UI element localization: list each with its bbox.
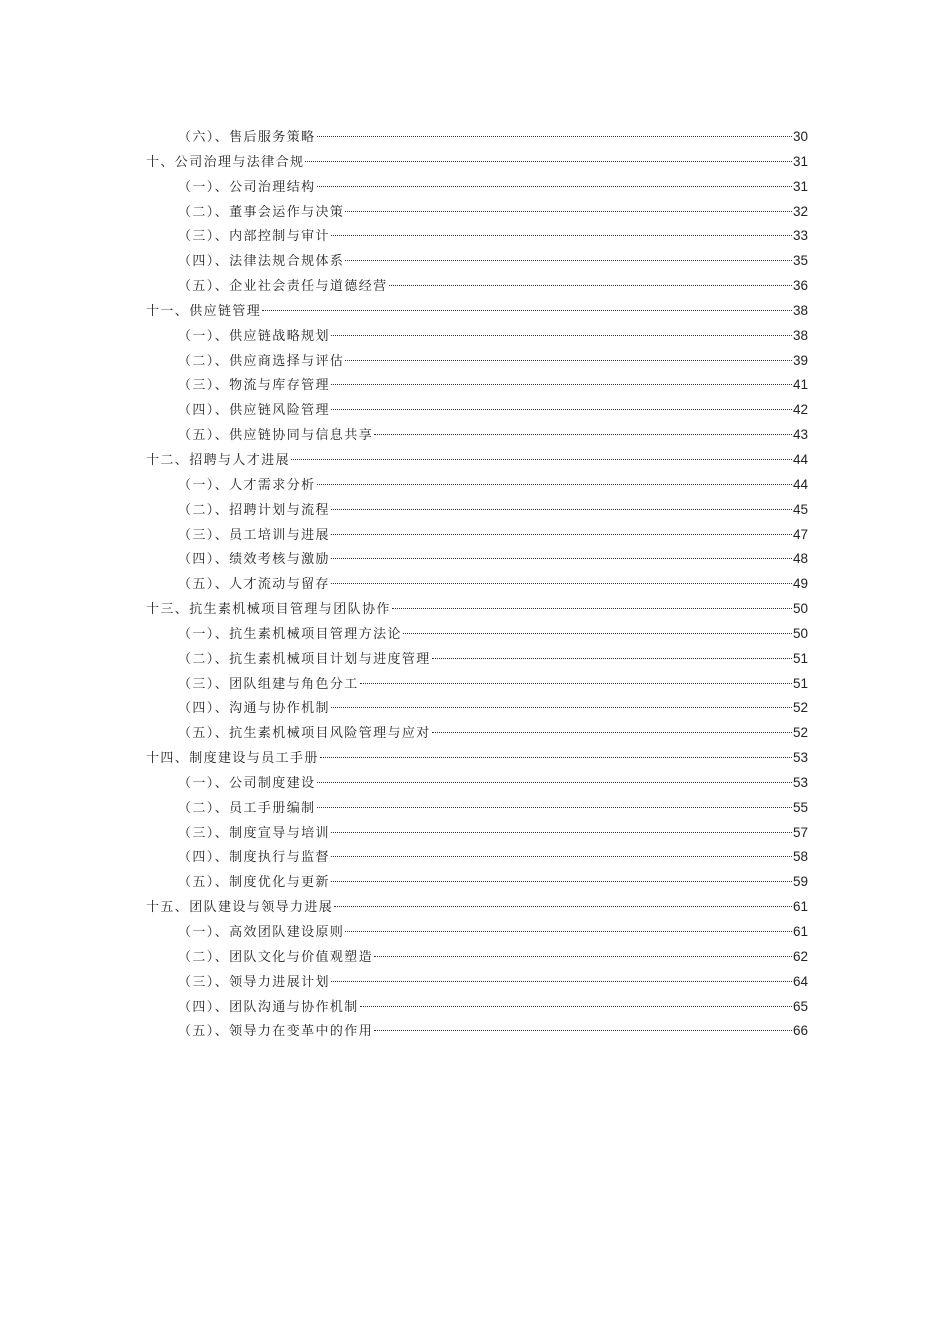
toc-dot-leader [334, 906, 792, 907]
toc-dot-leader [262, 310, 792, 311]
toc-section-entry[interactable] [146, 398, 808, 423]
toc-section-entry[interactable] [146, 995, 808, 1020]
toc-section-entry[interactable] [146, 721, 808, 746]
toc-section-entry[interactable] [146, 622, 808, 647]
table-of-contents [146, 125, 808, 1044]
toc-page-number: 58 [792, 849, 808, 865]
toc-entry-label: （一）、人才需求分析 [178, 477, 316, 493]
toc-dot-leader [345, 360, 792, 361]
toc-entry-label: （三）、制度宣导与培训 [178, 825, 330, 841]
toc-page-number: 61 [792, 924, 808, 939]
toc-page-number: 49 [792, 576, 808, 592]
toc-chapter-entry[interactable] [146, 746, 808, 771]
toc-entry-label: （六）、售后服务策略 [178, 130, 316, 145]
toc-section-entry[interactable] [146, 920, 808, 945]
toc-entry-label: 十五、团队建设与领导力进展 [146, 900, 334, 916]
toc-dot-leader [374, 434, 792, 435]
toc-section-entry[interactable] [146, 175, 808, 200]
toc-entry-label: （五）、供应链协同与信息共享 [178, 428, 374, 444]
toc-section-entry[interactable] [146, 547, 808, 572]
toc-page-number: 47 [792, 526, 808, 542]
toc-chapter-entry[interactable] [146, 299, 808, 324]
toc-page-number: 48 [792, 551, 808, 567]
toc-dot-leader [389, 285, 792, 286]
toc-dot-leader [320, 757, 792, 758]
toc-dot-leader [374, 1030, 792, 1031]
toc-page-number: 32 [792, 203, 808, 219]
toc-page-number: 50 [792, 625, 808, 641]
toc-entry-label: （五）、抗生素机械项目风险管理与应对 [178, 726, 431, 742]
toc-entry-label: （四）、绩效考核与激励 [178, 552, 330, 568]
toc-page-number: 55 [792, 799, 808, 815]
toc-section-entry[interactable] [146, 224, 808, 249]
toc-page-number: 33 [792, 228, 808, 244]
toc-page-number: 51 [792, 675, 808, 691]
toc-entry-label: 十二、招聘与人才进展 [146, 452, 291, 468]
toc-dot-leader [331, 832, 792, 833]
toc-section-entry[interactable] [146, 771, 808, 796]
toc-entry-label: （五）、人才流动与留存 [178, 577, 330, 593]
toc-entry-label: （四）、法律法规合规体系 [178, 254, 345, 270]
toc-entry-label: （五）、企业社会责任与道德经营 [178, 279, 388, 295]
toc-entry-label: （二）、董事会运作与决策 [178, 204, 345, 220]
toc-page-number: 51 [792, 650, 808, 666]
toc-entry-label: （一）、抗生素机械项目管理方法论 [178, 626, 402, 642]
toc-section-entry[interactable] [146, 845, 808, 870]
toc-dot-leader [360, 683, 792, 684]
toc-entry-label: （三）、物流与库存管理 [178, 378, 330, 394]
toc-dot-leader [432, 732, 792, 733]
toc-entry-label: （一）、公司治理结构 [178, 179, 316, 195]
toc-dot-leader [403, 633, 792, 634]
toc-dot-leader [291, 459, 792, 460]
toc-entry-label: （四）、供应链风险管理 [178, 403, 330, 419]
toc-entry-label: （一）、高效团队建设原则 [178, 925, 345, 940]
toc-page-number: 52 [792, 700, 808, 716]
toc-dot-leader [317, 782, 792, 783]
toc-section-entry[interactable] [146, 373, 808, 398]
toc-section-entry[interactable] [146, 324, 808, 349]
toc-page-number: 41 [792, 377, 808, 393]
toc-dot-leader [331, 881, 792, 882]
toc-page-number: 65 [792, 998, 808, 1014]
toc-dot-leader [360, 1006, 792, 1007]
toc-page-number: 45 [792, 501, 808, 517]
toc-entry-label: （四）、沟通与协作机制 [178, 701, 330, 717]
toc-dot-leader [432, 658, 792, 659]
toc-dot-leader [317, 136, 792, 137]
toc-page-number: 38 [792, 302, 808, 318]
toc-section-entry[interactable] [146, 349, 808, 374]
toc-entry-label: （二）、抗生素机械项目计划与进度管理 [178, 651, 431, 667]
toc-dot-leader [331, 707, 792, 708]
toc-page-number: 38 [792, 327, 808, 343]
toc-entry-label: 十四、制度建设与员工手册 [146, 751, 319, 767]
toc-page-number: 39 [792, 352, 808, 368]
toc-page-number: 64 [792, 973, 808, 989]
toc-section-entry[interactable] [146, 945, 808, 970]
toc-section-entry[interactable] [146, 274, 808, 299]
toc-page-number: 53 [792, 750, 808, 766]
toc-entry-label: 十、公司治理与法律合规 [146, 154, 305, 170]
toc-entry-label: 十三、抗生素机械项目管理与团队协作 [146, 602, 391, 618]
toc-dot-leader [331, 335, 792, 336]
toc-page-number: 44 [792, 451, 808, 467]
toc-section-entry[interactable] [146, 672, 808, 697]
toc-entry-label: （一）、公司制度建设 [178, 775, 316, 791]
toc-page-number: 66 [792, 1023, 808, 1039]
toc-chapter-entry[interactable] [146, 895, 808, 920]
toc-page-number: 50 [792, 601, 808, 617]
toc-entry-label: （二）、团队文化与价值观塑造 [178, 949, 374, 965]
toc-dot-leader [345, 260, 792, 261]
toc-page-number: 43 [792, 427, 808, 443]
toc-section-entry[interactable] [146, 498, 808, 523]
toc-chapter-entry[interactable] [146, 448, 808, 473]
toc-dot-leader [345, 931, 792, 932]
toc-section-entry[interactable] [146, 870, 808, 895]
toc-entry-label: （四）、制度执行与监督 [178, 850, 330, 866]
toc-entry-label: （二）、供应商选择与评估 [178, 353, 345, 369]
toc-entry-label: （一）、供应链战略规划 [178, 328, 330, 344]
toc-page-number: 53 [792, 774, 808, 790]
toc-page-number: 31 [792, 153, 808, 169]
toc-dot-leader [305, 161, 792, 162]
toc-section-entry[interactable] [146, 423, 808, 448]
toc-page-number: 36 [792, 278, 808, 294]
toc-section-entry[interactable] [146, 200, 808, 225]
toc-dot-leader [331, 509, 792, 510]
toc-section-entry[interactable] [146, 1019, 808, 1044]
toc-dot-leader [345, 211, 792, 212]
toc-section-entry[interactable] [146, 473, 808, 498]
toc-dot-leader [331, 583, 792, 584]
toc-page-number: 35 [792, 253, 808, 269]
toc-entry-label: （五）、制度优化与更新 [178, 875, 330, 891]
toc-section-entry[interactable] [146, 696, 808, 721]
toc-dot-leader [331, 981, 792, 982]
toc-entry-label: （三）、领导力进展计划 [178, 974, 330, 990]
toc-dot-leader [317, 186, 792, 187]
toc-dot-leader [331, 235, 792, 236]
toc-section-entry[interactable] [146, 523, 808, 548]
toc-page-number: 42 [792, 402, 808, 418]
toc-entry-label: 十一、供应链管理 [146, 303, 262, 319]
toc-dot-leader [317, 484, 792, 485]
toc-dot-leader [331, 384, 792, 385]
toc-page-number: 61 [792, 899, 808, 915]
toc-entry-label: （三）、团队组建与角色分工 [178, 676, 359, 692]
toc-section-entry[interactable] [146, 125, 808, 150]
toc-page-number: 57 [792, 824, 808, 840]
toc-section-entry[interactable] [146, 647, 808, 672]
toc-dot-leader [331, 856, 792, 857]
toc-entry-label: （三）、内部控制与审计 [178, 229, 330, 245]
toc-dot-leader [331, 534, 792, 535]
toc-page-number: 52 [792, 725, 808, 741]
toc-dot-leader [392, 608, 792, 609]
toc-dot-leader [374, 956, 792, 957]
toc-section-entry[interactable] [146, 970, 808, 995]
toc-entry-label: （二）、员工手册编制 [178, 800, 316, 816]
toc-section-entry[interactable] [146, 821, 808, 846]
toc-page-number: 31 [792, 178, 808, 194]
toc-section-entry[interactable] [146, 249, 808, 274]
toc-page-number: 59 [792, 874, 808, 890]
toc-chapter-entry[interactable] [146, 150, 808, 175]
toc-section-entry[interactable] [146, 796, 808, 821]
toc-page-number: 30 [792, 129, 808, 144]
toc-page-number: 44 [792, 476, 808, 492]
toc-entry-label: （四）、团队沟通与协作机制 [178, 999, 359, 1015]
toc-dot-leader [331, 558, 792, 559]
toc-entry-label: （五）、领导力在变革中的作用 [178, 1024, 374, 1040]
toc-page-number: 62 [792, 948, 808, 964]
toc-dot-leader [317, 807, 792, 808]
toc-dot-leader [331, 409, 792, 410]
toc-section-entry[interactable] [146, 572, 808, 597]
toc-chapter-entry[interactable] [146, 597, 808, 622]
toc-entry-label: （二）、招聘计划与流程 [178, 502, 330, 518]
toc-entry-label: （三）、员工培训与进展 [178, 527, 330, 543]
